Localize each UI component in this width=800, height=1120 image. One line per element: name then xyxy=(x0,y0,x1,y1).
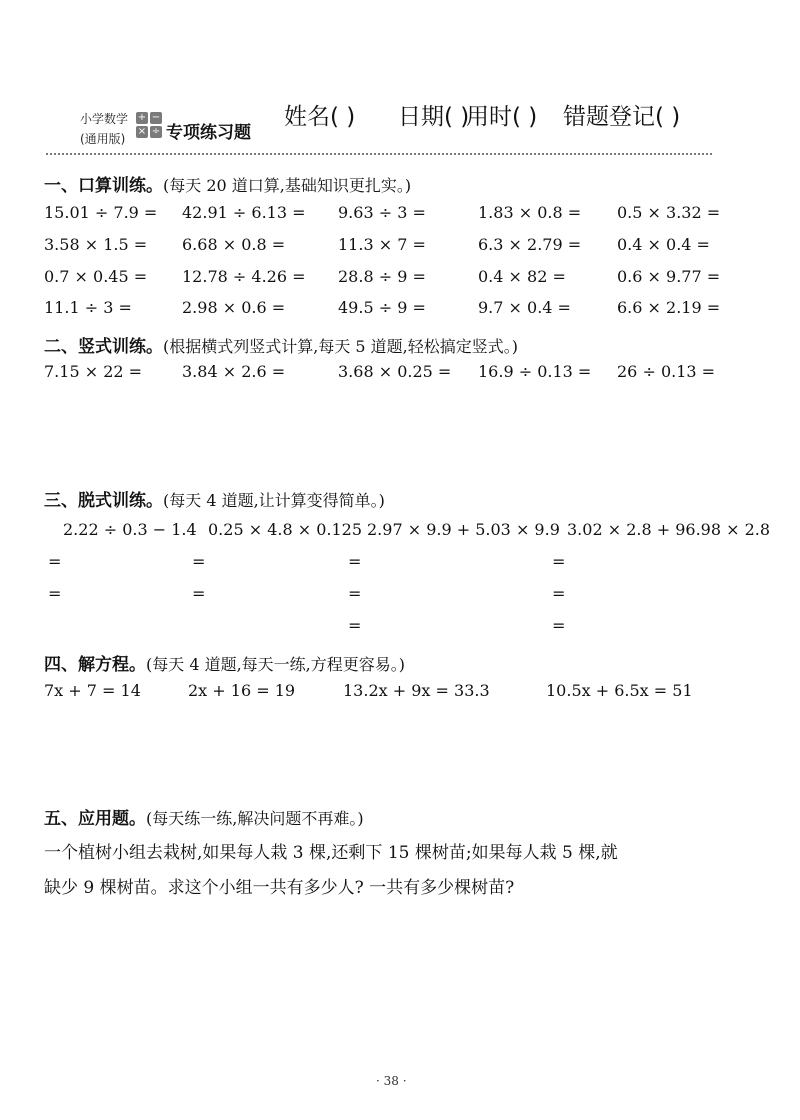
oral-problem: 2.98 × 0.6 = xyxy=(182,298,286,317)
vertical-problem: 7.15 × 22 = xyxy=(44,362,143,381)
divide-icon: ÷ xyxy=(151,126,161,137)
section3-title: 三、脱式训练。 xyxy=(44,491,163,511)
step-problem: 2.22 ÷ 0.3 − 1.4 xyxy=(63,520,197,539)
equation-problem: 7x + 7 = 14 xyxy=(44,681,141,700)
oral-problem: 11.1 ÷ 3 = xyxy=(44,298,132,317)
section2-title: 二、竖式训练。 xyxy=(44,337,163,357)
time-field[interactable]: 用时( ) xyxy=(466,104,538,130)
section5-heading xyxy=(44,804,364,829)
errors-field[interactable]: 错题登记( ) xyxy=(563,104,681,130)
oral-problem: 0.4 × 82 = xyxy=(478,267,566,286)
section5-note: (每天练一练,解决问题不再难。) xyxy=(146,809,364,828)
oral-problem: 0.6 × 9.77 = xyxy=(617,267,721,286)
oral-problem: 9.63 ÷ 3 = xyxy=(338,203,426,222)
section5-title: 五、应用题。 xyxy=(44,809,146,829)
name-field[interactable]: 姓名( ) xyxy=(284,104,356,130)
vertical-problem: 3.84 × 2.6 = xyxy=(182,362,286,381)
page-number: · 38 · xyxy=(376,1074,407,1088)
step-problem: 0.25 × 4.8 × 0.125 xyxy=(208,520,363,539)
oral-problem: 49.5 ÷ 9 = xyxy=(338,298,426,317)
section1-note: (每天 20 道口算,基础知识更扎实。) xyxy=(163,176,412,195)
brand-title: 专项练习题 xyxy=(166,123,251,143)
oral-problem: 6.3 × 2.79 = xyxy=(478,235,582,254)
oral-problem: 15.01 ÷ 7.9 = xyxy=(44,203,158,222)
oral-problem: 6.68 × 0.8 = xyxy=(182,235,286,254)
oral-problem: 6.6 × 2.19 = xyxy=(617,298,721,317)
oral-problem: 0.5 × 3.32 = xyxy=(617,203,721,222)
date-field[interactable]: 日期( ) xyxy=(398,104,470,130)
oral-problem: 0.7 × 0.45 = xyxy=(44,267,148,286)
oral-problem: 0.4 × 0.4 = xyxy=(617,235,710,254)
operations-icon xyxy=(136,112,162,138)
oral-problem: 9.7 × 0.4 = xyxy=(478,298,571,317)
equals-sign: = xyxy=(348,552,362,571)
equation-problem: 13.2x + 9x = 33.3 xyxy=(343,681,490,700)
section4-title: 四、解方程。 xyxy=(44,655,146,675)
oral-problem: 11.3 × 7 = xyxy=(338,235,426,254)
plus-icon: + xyxy=(137,112,147,123)
oral-problem: 3.58 × 1.5 = xyxy=(44,235,148,254)
vertical-problem: 16.9 ÷ 0.13 = xyxy=(478,362,592,381)
equals-sign: = xyxy=(348,584,362,603)
oral-problem: 12.78 ÷ 4.26 = xyxy=(182,267,306,286)
equals-sign: = xyxy=(552,616,566,635)
word-problem-line2: 缺少 9 棵树苗。求这个小组一共有多少人? 一共有多少棵树苗? xyxy=(44,878,515,898)
header-divider xyxy=(46,153,712,155)
vertical-problem: 3.68 × 0.25 = xyxy=(338,362,452,381)
equation-problem: 10.5x + 6.5x = 51 xyxy=(546,681,693,700)
equals-sign: = xyxy=(192,584,206,603)
oral-problem: 1.83 × 0.8 = xyxy=(478,203,582,222)
equation-problem: 2x + 16 = 19 xyxy=(188,681,296,700)
times-icon: × xyxy=(137,126,147,137)
oral-problem: 28.8 ÷ 9 = xyxy=(338,267,426,286)
step-problem: 2.97 × 9.9 + 5.03 × 9.9 xyxy=(367,520,560,539)
section4-note: (每天 4 道题,每天一练,方程更容易。) xyxy=(146,655,406,674)
section2-heading xyxy=(44,332,518,357)
section1-title: 一、口算训练。 xyxy=(44,176,163,196)
equals-sign: = xyxy=(552,552,566,571)
vertical-problem: 26 ÷ 0.13 = xyxy=(617,362,716,381)
brand-edition: (通用版) xyxy=(80,132,126,146)
equals-sign: = xyxy=(348,616,362,635)
minus-icon: − xyxy=(151,112,161,123)
oral-problem: 42.91 ÷ 6.13 = xyxy=(182,203,306,222)
section3-heading xyxy=(44,486,385,511)
word-problem-line1: 一个植树小组去栽树,如果每人栽 3 棵,还剩下 15 棵树苗;如果每人栽 5 棵,就 xyxy=(44,843,618,863)
section4-heading xyxy=(44,650,405,675)
step-problem: 3.02 × 2.8 + 96.98 × 2.8 xyxy=(567,520,771,539)
section3-note: (每天 4 道题,让计算变得简单。) xyxy=(163,491,385,510)
section1-heading xyxy=(44,171,411,196)
brand-subject: 小学数学 xyxy=(80,112,129,126)
section2-note: (根据横式列竖式计算,每天 5 道题,轻松搞定竖式。) xyxy=(163,337,519,356)
equals-sign: = xyxy=(552,584,566,603)
equals-sign: = xyxy=(48,552,62,571)
equals-sign: = xyxy=(192,552,206,571)
equals-sign: = xyxy=(48,584,62,603)
